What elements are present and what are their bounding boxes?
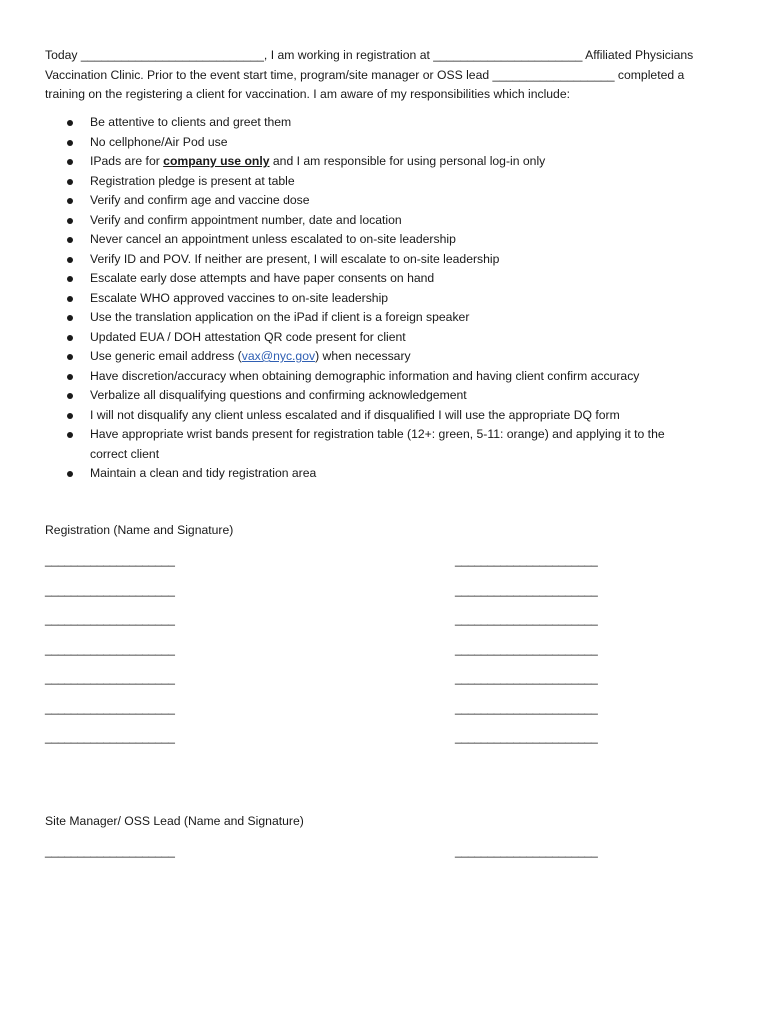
list-item-text: Never cancel an appointment unless escalated to on-site leadership bbox=[90, 232, 456, 246]
bullet-icon bbox=[67, 179, 73, 185]
list-item bbox=[45, 425, 725, 464]
registration-name-blank[interactable]: ____________________ bbox=[45, 553, 175, 567]
bullet-icon bbox=[67, 159, 73, 165]
bullet-icon bbox=[67, 413, 73, 419]
list-item-text: Verify ID and POV. If neither are present, I will escalate to on-site leadership bbox=[90, 251, 500, 266]
bullet-icon bbox=[67, 315, 73, 321]
email-link[interactable]: vax@nyc.gov bbox=[241, 349, 316, 363]
registration-signature-blank[interactable]: ______________________ bbox=[455, 642, 598, 656]
bullet-icon bbox=[67, 218, 73, 224]
bullet-icon bbox=[67, 471, 73, 477]
registration-name-blank[interactable]: ____________________ bbox=[45, 701, 175, 715]
list-item-text: I will not disqualify any client unless escalated and if disqualified I will use the appropriate DQ form bbox=[90, 407, 620, 422]
bullet-icon bbox=[67, 296, 73, 302]
registration-name-blank[interactable]: ____________________ bbox=[45, 642, 175, 656]
list-item-text: Maintain a clean and tidy registration area bbox=[90, 466, 317, 480]
bullet-icon bbox=[67, 120, 73, 126]
list-item-text: Verify and confirm appointment number, date and location bbox=[90, 212, 402, 227]
list-item-text: and I am responsible for using personal log-in only bbox=[269, 154, 546, 168]
list-item bbox=[45, 386, 725, 406]
registration-signature-blank[interactable]: ______________________ bbox=[455, 730, 598, 744]
list-item-text: Escalate WHO approved vaccines to on-site leadership bbox=[90, 290, 389, 305]
list-item-text: Be attentive to clients and greet them bbox=[90, 115, 292, 129]
list-item bbox=[45, 230, 725, 250]
list-item bbox=[45, 211, 725, 231]
registration-name-blank[interactable]: ____________________ bbox=[45, 730, 175, 744]
intro-paragraph bbox=[45, 46, 725, 105]
responsibilities-list bbox=[45, 113, 725, 484]
bullet-icon bbox=[67, 140, 73, 146]
bullet-icon bbox=[67, 374, 73, 380]
bullet-icon bbox=[67, 393, 73, 399]
list-item bbox=[45, 250, 725, 270]
site-manager-section-title: Site Manager/ OSS Lead (Name and Signature) bbox=[45, 814, 304, 828]
registration-section-title: Registration (Name and Signature) bbox=[45, 523, 234, 537]
list-item bbox=[45, 113, 725, 133]
list-item bbox=[45, 328, 725, 348]
list-item-text: Have appropriate wrist bands present for registration table (12+: green, 5-11: orange) and applying it to the bbox=[90, 427, 665, 441]
list-item bbox=[45, 172, 725, 192]
registration-name-blank[interactable]: ____________________ bbox=[45, 583, 175, 597]
list-item bbox=[45, 191, 725, 211]
list-item-text: IPads are for bbox=[90, 154, 164, 168]
list-item bbox=[45, 367, 725, 387]
bullet-icon bbox=[67, 335, 73, 341]
registration-name-blank[interactable]: ____________________ bbox=[45, 612, 175, 626]
registration-signature-blank[interactable]: ______________________ bbox=[455, 612, 598, 626]
list-item-continuation: correct client bbox=[90, 446, 160, 461]
list-item-text: Registration pledge is present at table bbox=[90, 173, 295, 188]
list-item-text: Updated EUA / DOH attestation QR code present for client bbox=[90, 329, 406, 344]
bullet-icon bbox=[67, 432, 73, 438]
bullet-icon bbox=[67, 237, 73, 243]
list-item-text: No cellphone/Air Pod use bbox=[90, 134, 228, 149]
bullet-icon bbox=[67, 198, 73, 204]
list-item-text: Verbalize all disqualifying questions and confirming acknowledgement bbox=[90, 388, 467, 402]
intro-line-1: Today ___________________________, I am working in registration at ______________________ Affiliated Physicians bbox=[45, 48, 694, 62]
registration-signature-blank[interactable]: ______________________ bbox=[455, 553, 598, 567]
bullet-icon bbox=[67, 276, 73, 282]
list-item bbox=[45, 347, 725, 367]
emphasis-text: company use only bbox=[163, 154, 270, 168]
list-item-text: Use the translation application on the iPad if client is a foreign speaker bbox=[90, 310, 470, 324]
list-item bbox=[45, 269, 725, 289]
bullet-icon bbox=[67, 257, 73, 263]
list-item-text: ) when necessary bbox=[315, 349, 411, 363]
list-item bbox=[45, 406, 725, 426]
list-item bbox=[45, 152, 725, 172]
intro-line-2: Vaccination Clinic. Prior to the event start time, program/site manager or OSS lead __________________ completed a bbox=[45, 67, 685, 82]
site-manager-signature-blank[interactable]: ______________________ bbox=[455, 844, 598, 858]
list-item-text: Have discretion/accuracy when obtaining demographic information and having client confirm accuracy bbox=[90, 368, 640, 383]
list-item-text: Verify and confirm age and vaccine dose bbox=[90, 193, 310, 207]
list-item bbox=[45, 308, 725, 328]
registration-name-blank[interactable]: ____________________ bbox=[45, 671, 175, 685]
intro-line-3: training on the registering a client for vaccination. I am aware of my responsibilities which include: bbox=[45, 87, 570, 101]
list-item bbox=[45, 464, 725, 484]
site-manager-name-blank[interactable]: ____________________ bbox=[45, 844, 175, 858]
list-item bbox=[45, 289, 725, 309]
list-item bbox=[45, 133, 725, 153]
registration-signature-blank[interactable]: ______________________ bbox=[455, 671, 598, 685]
registration-signature-blank[interactable]: ______________________ bbox=[455, 701, 598, 715]
list-item-text: Use generic email address ( bbox=[90, 349, 242, 363]
list-item-text: Escalate early dose attempts and have paper consents on hand bbox=[90, 271, 435, 285]
bullet-icon bbox=[67, 354, 73, 360]
registration-signature-blank[interactable]: ______________________ bbox=[455, 583, 598, 597]
